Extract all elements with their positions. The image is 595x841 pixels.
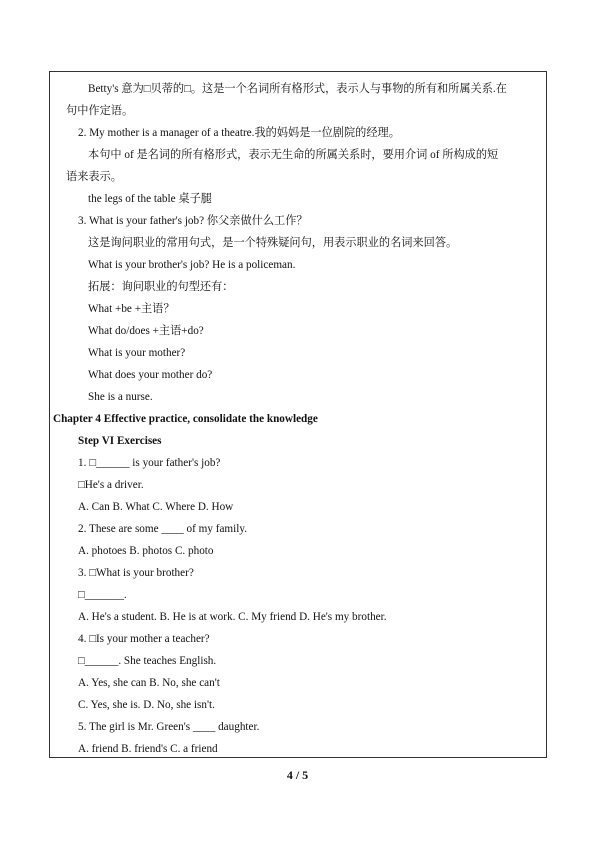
text-line: 语来表示。 <box>66 171 122 183</box>
text-line: A. Can B. What C. Where D. How <box>78 501 234 513</box>
section-heading: Chapter 4 Effective practice, consolidate the knowledge <box>53 413 318 425</box>
text-line: □______. She teaches English. <box>78 655 217 667</box>
text-line: What do/does +主语+do? <box>88 325 204 337</box>
text-line: C. Yes, she is. D. No, she isn't. <box>78 699 215 711</box>
text-line: □_______. <box>78 589 127 601</box>
text-line: the legs of the table 桌子腿 <box>88 193 212 205</box>
text-line: What +be +主语？ <box>88 303 175 315</box>
text-line: What is your brother's job? He is a policeman. <box>88 259 296 271</box>
text-line: □He's a driver. <box>78 479 144 491</box>
page-number: 4 / 5 <box>286 768 309 782</box>
text-line: 5. The girl is Mr. Green's ____ daughter. <box>78 721 260 733</box>
text-line: Betty's 意为□贝蒂的□。这是一个名词所有格形式，表示人与事物的所有和所属关系.在 <box>88 83 507 95</box>
text-line: 3. □What is your brother? <box>78 567 194 579</box>
text-line: A. Yes, she can B. No, she can't <box>78 677 220 689</box>
text-line: 句中作定语。 <box>66 105 134 117</box>
text-line: 2. My mother is a manager of a theatre.我的妈妈是一位剧院的经理。 <box>78 127 400 139</box>
text-line: A. friend B. friend's C. a friend <box>78 743 218 755</box>
text-line: A. He's a student. B. He is at work. C. My friend D. He's my brother. <box>78 611 387 623</box>
text-line: 这是询问职业的常用句式，是一个特殊疑问句，用表示职业的名词来回答。 <box>88 237 458 249</box>
text-line: What is your mother? <box>88 347 186 359</box>
text-line: 拓展：询问职业的句型还有： <box>88 281 234 293</box>
text-line: A. photoes B. photos C. photo <box>78 545 214 557</box>
text-line: What does your mother do? <box>88 369 213 381</box>
section-heading: Step VI Exercises <box>78 435 162 447</box>
text-line: 1. □______ is your father's job? <box>78 457 221 469</box>
text-line: 3. What is your father's job? 你父亲做什么工作？ <box>78 215 308 227</box>
text-line: 本句中 of 是名词的所有格形式，表示无生命的所属关系时，要用介词 of 所构成的短 <box>88 149 499 161</box>
text-line: 2. These are some ____ of my family. <box>78 523 248 535</box>
text-line: 4. □Is your mother a teacher? <box>78 633 210 645</box>
text-line: She is a nurse. <box>88 391 153 403</box>
